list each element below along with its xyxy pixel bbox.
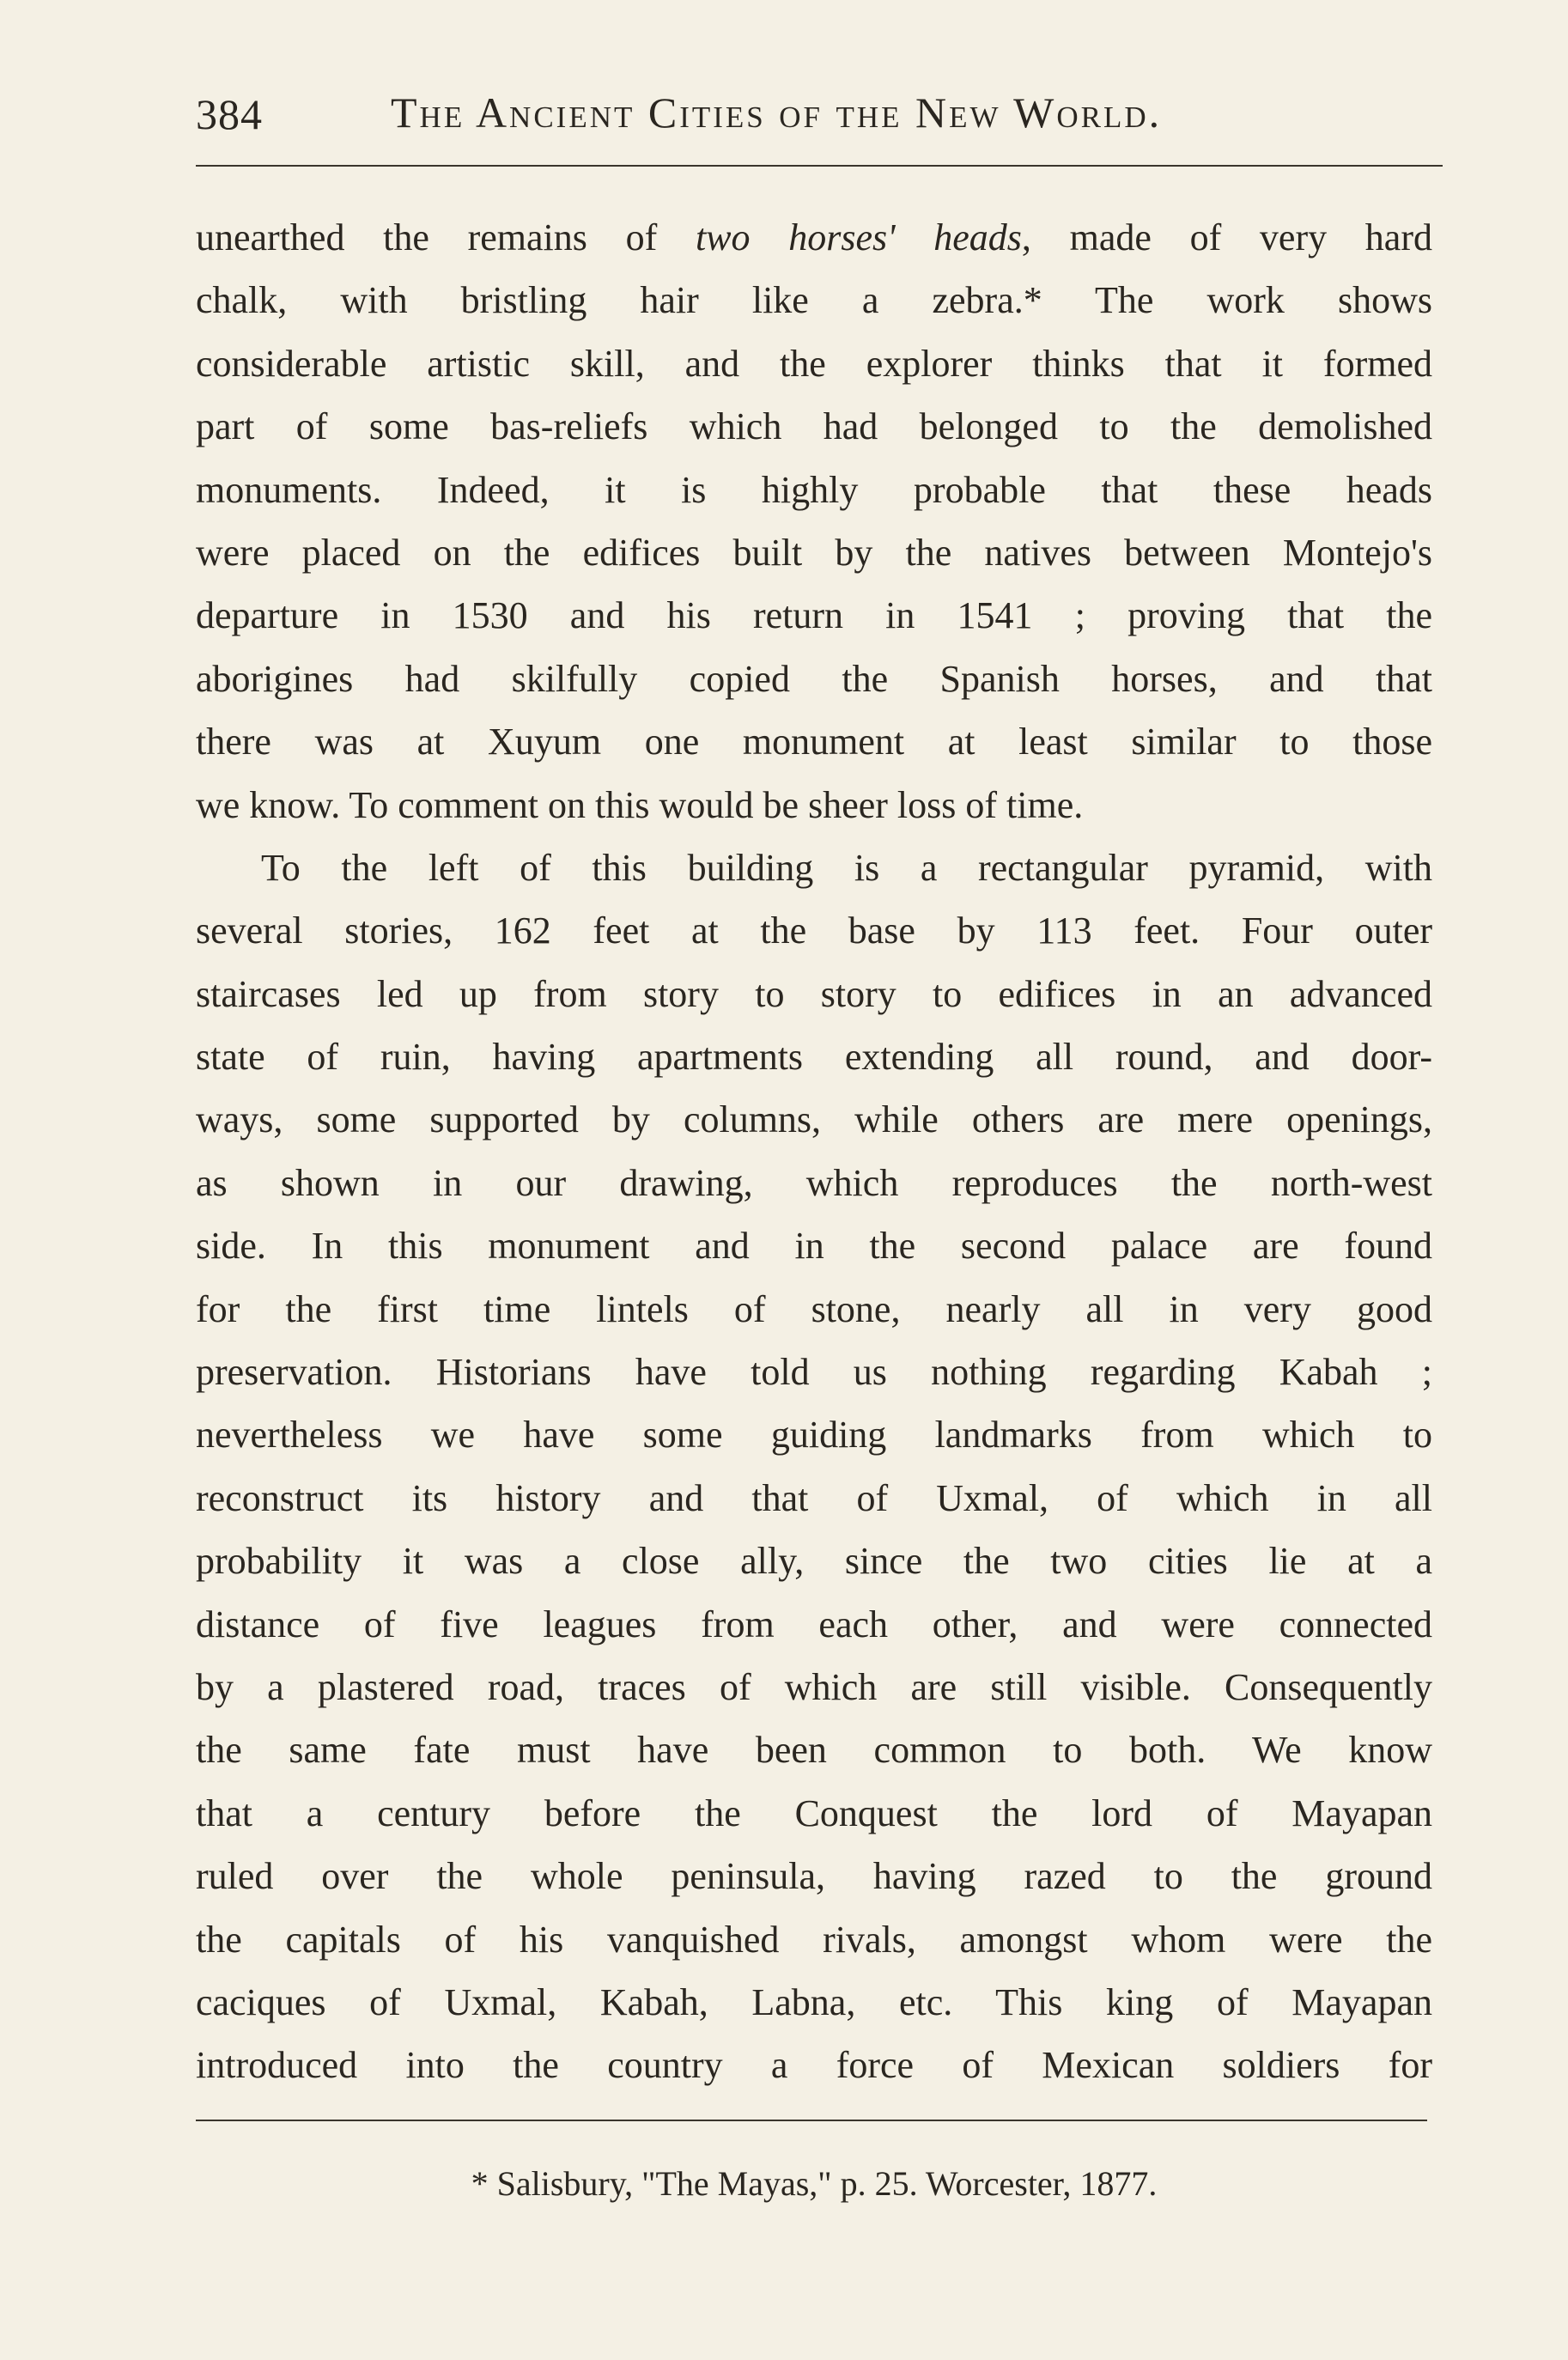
page-header — [172, 82, 1443, 143]
text-line: To the left of this building is a rectangular pyramid, with — [261, 846, 1432, 889]
header-rule — [196, 165, 1443, 167]
text-line: as shown in our drawing, which reproduces the north-west — [196, 1161, 1432, 1204]
text-line: there was at Xuyum one monument at least similar to those — [196, 721, 1432, 763]
text-line: distance of five leagues from each other, and were connected — [196, 1603, 1432, 1645]
page-number: 384 — [196, 90, 263, 138]
text-line: caciques of Uxmal, Kabah, Labna, etc. This king of Mayapan — [196, 1980, 1432, 2023]
footnote-rule — [196, 2120, 1427, 2121]
text-line: were placed on the edifices built by the natives between Montejo's — [196, 531, 1432, 574]
text-line: considerable artistic skill, and the explorer thinks that it formed — [196, 342, 1432, 385]
footnote: * Salisbury, "The Mayas," p. 25. Worcester, 1877. — [471, 2164, 1158, 2203]
text-line: the same fate must have been common to both. We know — [196, 1729, 1432, 1772]
text-line: ruled over the whole peninsula, having razed to the ground — [196, 1855, 1432, 1898]
text-line: unearthed the remains of two horses' heads, made of very hard — [196, 216, 1432, 259]
text-line: aborigines had skilfully copied the Spanish horses, and that — [196, 657, 1432, 700]
body-text — [196, 206, 1432, 2097]
text-line: monuments. Indeed, it is highly probable that these heads — [196, 468, 1432, 511]
text-line: nevertheless we have some guiding landmarks from which to — [196, 1414, 1432, 1457]
text-line: several stories, 162 feet at the base by 113 feet. Four outer — [196, 909, 1432, 952]
text-line: departure in 1530 and his return in 1541 ; proving that the — [196, 594, 1432, 637]
text-line: probability it was a close ally, since the two cities lie at a — [196, 1540, 1432, 1583]
text-line: that a century before the Conquest the lord of Mayapan — [196, 1791, 1432, 1834]
text-line: state of ruin, having apartments extending all round, and door- — [196, 1036, 1432, 1079]
text-line: we know. To comment on this would be sheer loss of time. — [196, 783, 1084, 826]
text-line: part of some bas-reliefs which had belonged to the demolished — [196, 405, 1432, 448]
text-line: by a plastered road, traces of which are still visible. Consequently — [196, 1665, 1432, 1708]
text-line: reconstruct its history and that of Uxmal, of which in all — [196, 1476, 1432, 1519]
text-line: chalk, with bristling hair like a zebra.* The work shows — [196, 279, 1432, 322]
text-line: preservation. Historians have told us nothing regarding Kabah ; — [196, 1351, 1432, 1394]
text-line: introduced into the country a force of Mexican soldiers for — [196, 2044, 1432, 2087]
text-line: staircases led up from story to story to edifices in an advanced — [196, 972, 1432, 1015]
text-line: the capitals of his vanquished rivals, amongst whom were the — [196, 1918, 1432, 1961]
running-title: The Ancient Cities of the New World. — [391, 88, 1163, 137]
italic-phrase: two horses' heads — [695, 216, 1022, 259]
text-line: ways, some supported by columns, while others are mere openings, — [196, 1098, 1432, 1141]
text-line: side. In this monument and in the second palace are found — [196, 1225, 1432, 1268]
text-line: for the first time lintels of stone, nearly all in very good — [196, 1287, 1432, 1330]
